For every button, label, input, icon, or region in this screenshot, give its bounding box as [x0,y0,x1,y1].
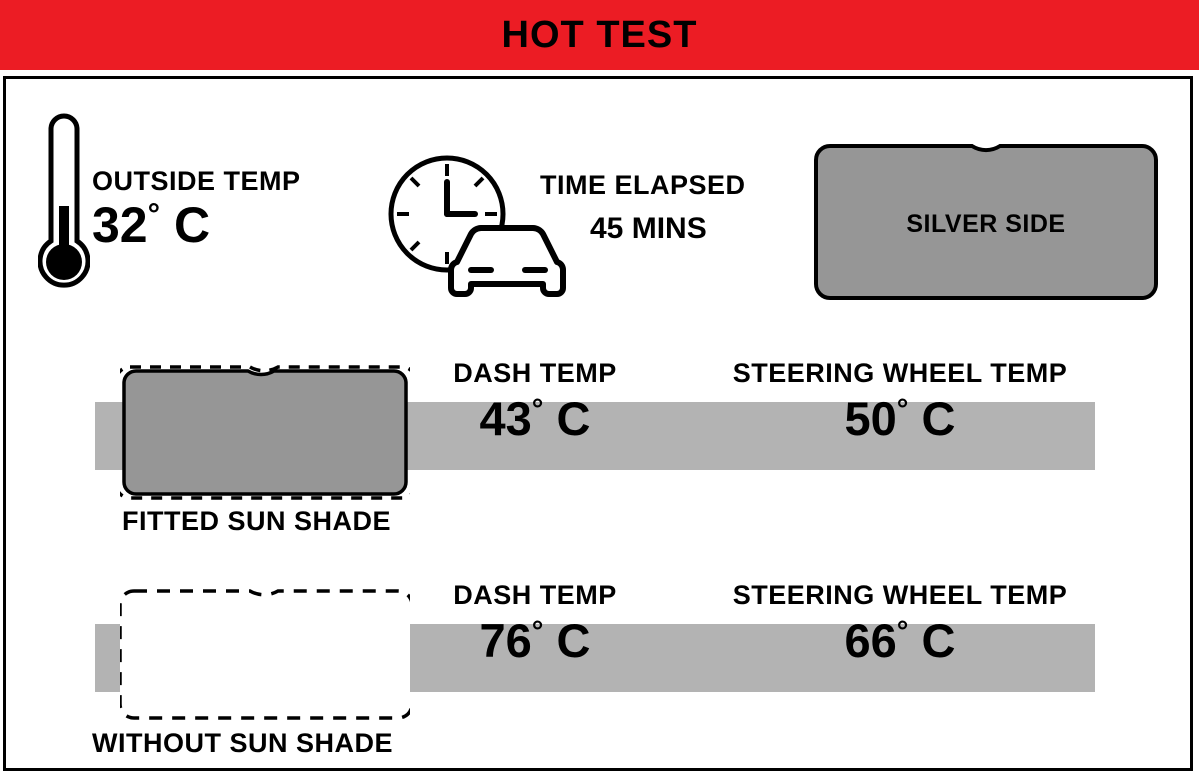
metric-unit: C [556,392,591,445]
header-bar [0,0,1199,70]
outside-temp-value [92,196,352,253]
metric-value [420,392,650,445]
metric-steering-wheel-temp-without [700,580,1100,667]
metric-label: DASH TEMP [453,580,617,610]
metric-dash-temp-fitted [420,358,650,445]
outside-temp-label: OUTSIDE TEMP [92,166,301,196]
metric-degree: ° [531,393,544,426]
metric-unit: C [556,614,591,667]
metric-number: 50 [844,392,897,445]
time-elapsed-value: 45 MINS [590,212,707,245]
metric-value [700,392,1100,445]
empty-sun-shade-icon [120,587,410,722]
metric-value [700,614,1100,667]
metric-steering-wheel-temp-fitted [700,358,1100,445]
row-caption-fitted: FITTED SUN SHADE [122,506,392,536]
fitted-sun-shade-icon [120,365,410,500]
outside-temp-unit: C [173,197,211,253]
metric-unit: C [921,392,956,445]
metric-label: STEERING WHEEL TEMP [732,580,1068,610]
row-caption-without: WITHOUT SUN SHADE [92,728,393,758]
metric-number: 66 [844,614,897,667]
metric-label: DASH TEMP [453,358,617,388]
metric-degree: ° [896,393,909,426]
metric-value [420,614,650,667]
metric-degree: ° [896,615,909,648]
page-title: HOT TEST [501,13,698,56]
metric-degree: ° [531,615,544,648]
metric-unit: C [921,614,956,667]
thermometer-icon [38,110,90,300]
time-elapsed-block [540,172,790,244]
outside-temp-number: 32 [92,197,148,253]
time-elapsed-label: TIME ELAPSED [540,170,746,200]
silver-side-label: SILVER SIDE [906,210,1066,238]
metric-number: 43 [479,392,532,445]
comparison-row-without [0,552,1190,758]
metric-label: STEERING WHEEL TEMP [732,358,1068,388]
metric-number: 76 [479,614,532,667]
outside-temp-block [92,168,352,252]
metric-dash-temp-without [420,580,650,667]
outside-temp-degree: ° [147,196,161,232]
comparison-row-fitted [0,330,1190,535]
